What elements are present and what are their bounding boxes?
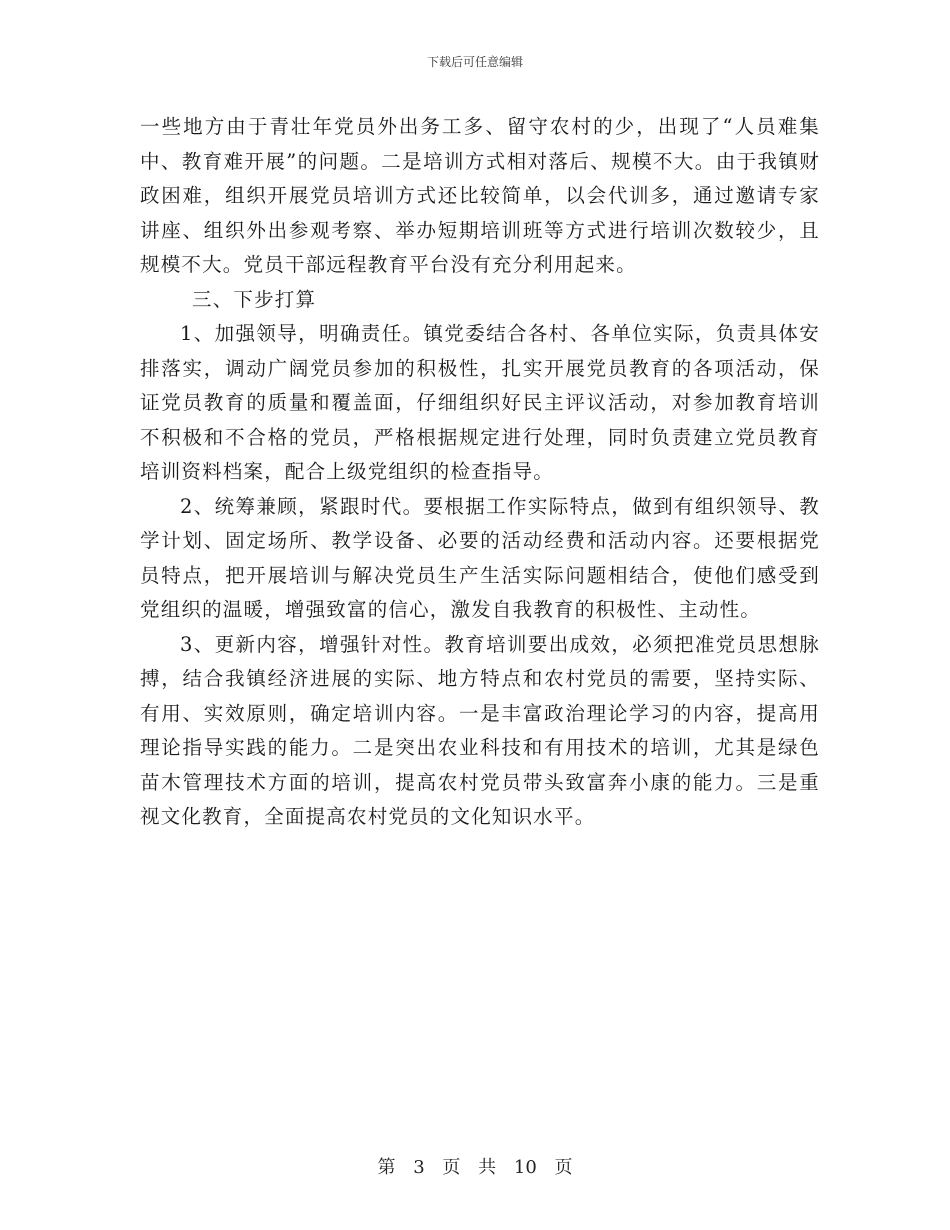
paragraph-item-1: 1、加强领导，明确责任。镇党委结合各村、各单位实际，负责具体安排落实，调动广阔党员参加的积极性，扎实开展党员教育的各项活动，保证党员教育的质量和覆盖面，仔细组织好民主评议活动，对参加教育培训不积极和不合格的党员，严格根据规定进行处理，同时负责建立党员教育培训资料档案，配合上级党组织的检查指导。 — [140, 322, 820, 483]
footer-page-word: 页 — [442, 1157, 461, 1178]
paragraph-item-2: 2、统筹兼顾，紧跟时代。要根据工作实际特点，做到有组织领导、教学计划、固定场所、教学设备、必要的活动经费和活动内容。还要根据党员特点，把开展培训与解决党员生产生活实际问题相结合，使他们感受到党组织的温暖，增强致富的信心，激发自我教育的积极性、主动性。 — [140, 494, 820, 621]
footer-suffix: 页 — [554, 1157, 573, 1178]
footer-page-number: 3 — [413, 1157, 425, 1178]
section-heading: 三、下步打算 — [192, 287, 317, 311]
page-header: 下载后可任意编辑 — [426, 55, 523, 69]
paragraph-continuation: 一些地方由于青壮年党员外出务工多、留守农村的少，出现了“人员难集中、教育难开展”的问题。二是培训方式相对落后、规模不大。由于我镇财政困难，组织开展党员培训方式还比较简单，以会代训多，通过邀请专家讲座、组织外出参观考察、举办短期培训班等方式进行培训次数较少，且规模不大。党员干部远程教育平台没有充分利用起来。 — [140, 115, 820, 276]
document-body — [140, 110, 820, 835]
footer-total-pages: 10 — [513, 1157, 537, 1178]
page-footer — [0, 1153, 950, 1179]
footer-prefix: 第 — [377, 1157, 396, 1178]
paragraph-item-3: 3、更新内容，增强针对性。教育培训要出成效，必须把准党员思想脉搏，结合我镇经济进展的实际、地方特点和农村党员的需要，坚持实际、有用、实效原则，确定培训内容。一是丰富政治理论学习的内容，提高用理论指导实践的能力。二是突出农业科技和有用技术的培训，尤其是绿色苗木管理技术方面的培训，提高农村党员带头致富奔小康的能力。三是重视文化教育，全面提高农村党员的文化知识水平。 — [140, 632, 820, 828]
footer-total-word: 共 — [478, 1157, 497, 1178]
